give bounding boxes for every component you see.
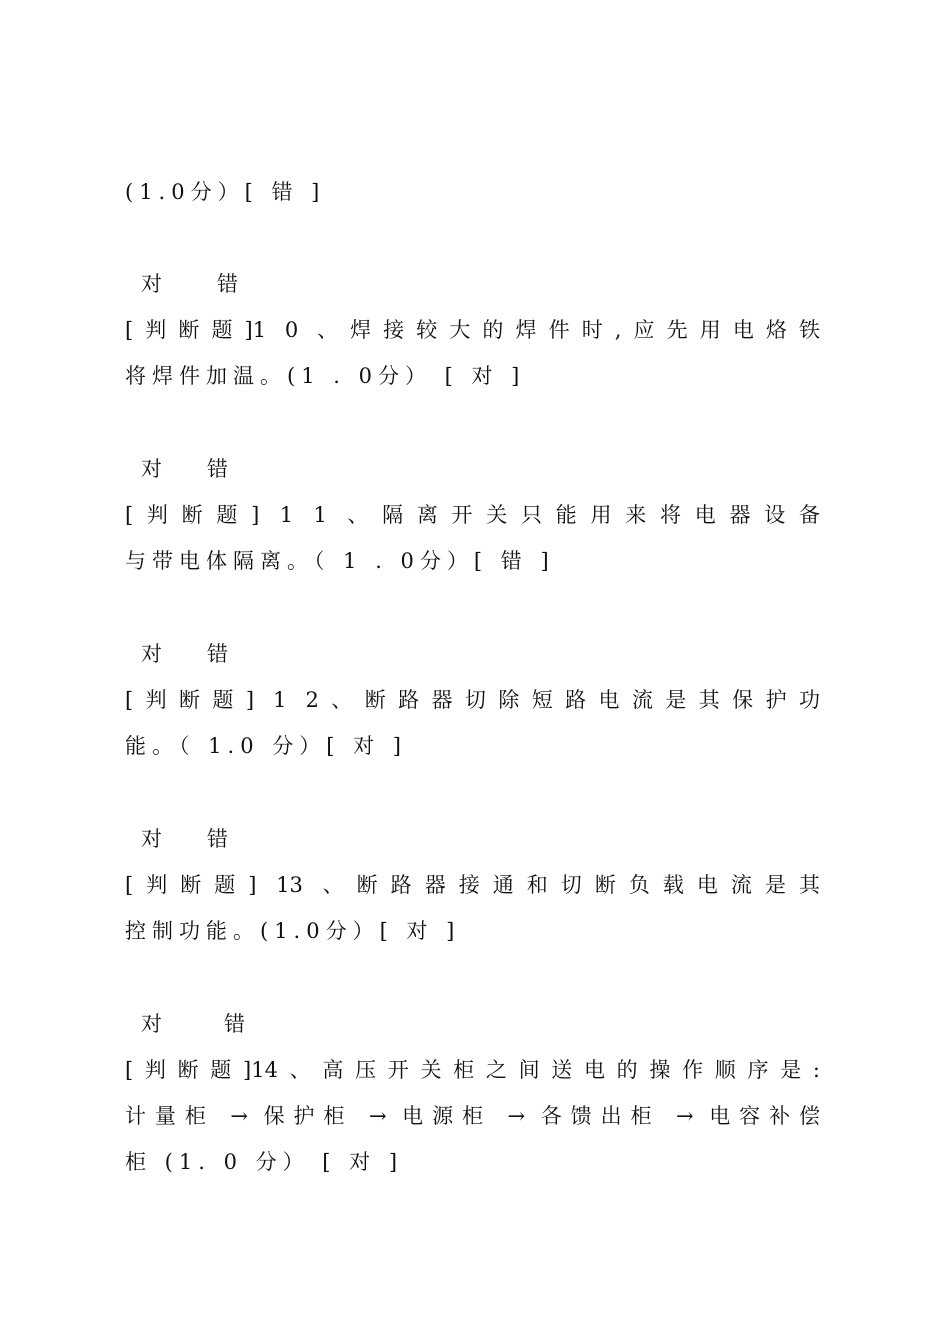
option-true[interactable]: 对	[141, 457, 162, 481]
option-false[interactable]: 错	[207, 642, 228, 666]
option-true[interactable]: 对	[141, 1012, 162, 1036]
question-text-line: [判断题] 13 、断路器接通和切断负载电流是其	[125, 873, 820, 897]
question-text-line: 与带电体隔离。（ 1 . 0分）[ 错 ]	[125, 549, 555, 573]
option-false[interactable]: 错	[207, 457, 228, 481]
option-true[interactable]: 对	[141, 272, 162, 296]
question-text-line: [判断题] 1 2、断路器切除短路电流是其保护功	[125, 688, 820, 712]
question-text-line: 能。（ 1.0 分）[ 对 ]	[125, 734, 407, 758]
option-true[interactable]: 对	[141, 642, 162, 666]
option-false[interactable]: 错	[224, 1012, 245, 1036]
question-text-line: 柜 (1. 0 分） [ 对 ]	[125, 1150, 404, 1174]
question-text-line: 控制功能。(1.0分）[ 对 ]	[125, 919, 461, 943]
options-row	[141, 269, 238, 299]
options-row	[141, 454, 228, 484]
options-row	[141, 1009, 245, 1039]
options-row	[141, 824, 228, 854]
options-row	[141, 639, 228, 669]
question-text-line: [判断题]1 0 、焊接较大的焊件时,应先用电烙铁	[125, 318, 820, 342]
score-answer-line: (1.0分）[ 错 ]	[125, 180, 326, 204]
option-true[interactable]: 对	[141, 827, 162, 851]
question-text-line: [判断题] 1 1 、隔离开关只能用来将电器设备	[125, 503, 820, 527]
option-false[interactable]: 错	[207, 827, 228, 851]
option-false[interactable]: 错	[217, 272, 238, 296]
question-text-line: [判断题]14、高压开关柜之间送电的操作顺序是:	[125, 1058, 820, 1082]
question-text-line: 将焊件加温。(1 . 0分） [ 对 ]	[125, 364, 526, 388]
question-text-line: 计量柜 → 保护柜 → 电源柜 → 各馈出柜 → 电容补偿	[125, 1104, 820, 1128]
